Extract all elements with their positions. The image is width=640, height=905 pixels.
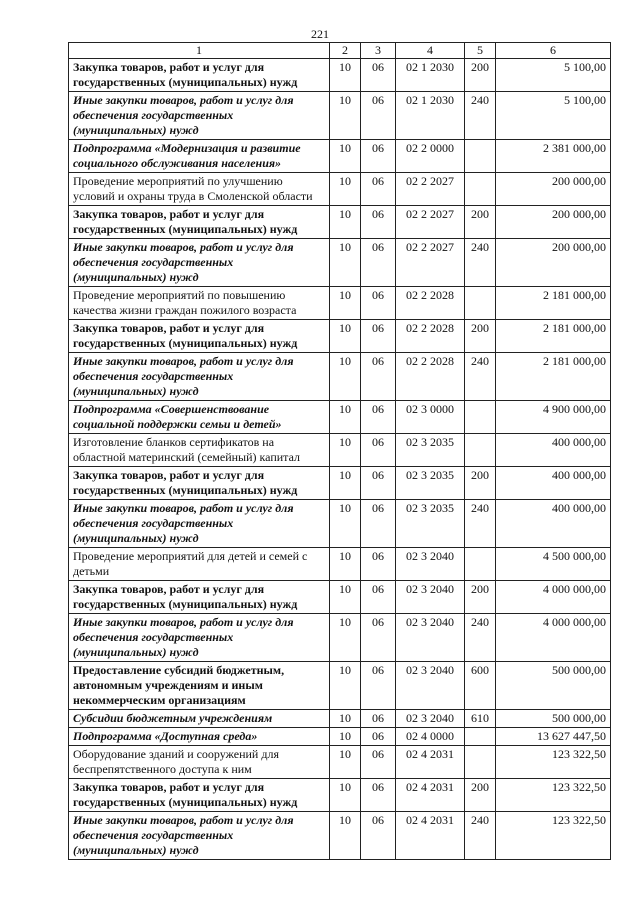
section-code-cell: 10 [330,173,361,206]
expense-type-cell [465,287,496,320]
target-code-cell: 02 4 2031 [396,746,465,779]
row-name-cell: Закупка товаров, работ и услуг для государственных (муниципальных) нужд [69,581,330,614]
subsection-code-cell: 06 [361,581,396,614]
table-row [69,287,611,320]
section-code-cell: 10 [330,812,361,860]
expense-type-cell: 200 [465,467,496,500]
row-name-cell: Закупка товаров, работ и услуг для государственных (муниципальных) нужд [69,320,330,353]
table-row [69,173,611,206]
amount-cell: 200 000,00 [496,239,611,287]
section-code-cell: 10 [330,140,361,173]
target-code-cell: 02 1 2030 [396,59,465,92]
table-row [69,614,611,662]
amount-cell: 4 500 000,00 [496,548,611,581]
target-code-cell: 02 4 2031 [396,812,465,860]
subsection-code-cell: 06 [361,662,396,710]
amount-cell: 5 100,00 [496,59,611,92]
amount-cell: 2 181 000,00 [496,353,611,401]
subsection-code-cell: 06 [361,59,396,92]
section-code-cell: 10 [330,710,361,728]
expense-type-cell [465,434,496,467]
target-code-cell: 02 3 2040 [396,710,465,728]
section-code-cell: 10 [330,779,361,812]
target-code-cell: 02 3 2040 [396,662,465,710]
amount-cell: 400 000,00 [496,467,611,500]
header-cell-3: 3 [361,43,396,59]
subsection-code-cell: 06 [361,287,396,320]
target-code-cell: 02 3 2040 [396,548,465,581]
table-row [69,500,611,548]
row-name-cell: Проведение мероприятий для детей и семей с детьми [69,548,330,581]
expense-type-cell: 240 [465,92,496,140]
amount-cell: 5 100,00 [496,92,611,140]
row-name-cell: Субсидии бюджетным учреждениям [69,710,330,728]
section-code-cell: 10 [330,206,361,239]
subsection-code-cell: 06 [361,173,396,206]
target-code-cell: 02 4 0000 [396,728,465,746]
table-row [69,812,611,860]
subsection-code-cell: 06 [361,434,396,467]
subsection-code-cell: 06 [361,140,396,173]
table-row [69,710,611,728]
budget-table [68,42,611,860]
row-name-cell: Оборудование зданий и сооружений для беспрепятственного доступа к ним [69,746,330,779]
section-code-cell: 10 [330,92,361,140]
row-name-cell: Иные закупки товаров, работ и услуг для обеспечения государственных (муниципальных) нужд [69,812,330,860]
subsection-code-cell: 06 [361,728,396,746]
header-cell-2: 2 [330,43,361,59]
row-name-cell: Изготовление бланков сертификатов на областной материнский (семейный) капитал [69,434,330,467]
table-row [69,140,611,173]
table-row [69,92,611,140]
amount-cell: 400 000,00 [496,434,611,467]
expense-type-cell: 610 [465,710,496,728]
expense-type-cell [465,401,496,434]
header-cell-6: 6 [496,43,611,59]
subsection-code-cell: 06 [361,779,396,812]
amount-cell: 2 181 000,00 [496,320,611,353]
row-name-cell: Подпрограмма «Модернизация и развитие социального обслуживания населения» [69,140,330,173]
subsection-code-cell: 06 [361,206,396,239]
section-code-cell: 10 [330,287,361,320]
subsection-code-cell: 06 [361,92,396,140]
expense-type-cell: 240 [465,500,496,548]
subsection-code-cell: 06 [361,500,396,548]
section-code-cell: 10 [330,239,361,287]
section-code-cell: 10 [330,59,361,92]
section-code-cell: 10 [330,467,361,500]
target-code-cell: 02 3 2040 [396,581,465,614]
table-row [69,59,611,92]
amount-cell: 400 000,00 [496,500,611,548]
header-cell-4: 4 [396,43,465,59]
target-code-cell: 02 3 2040 [396,614,465,662]
row-name-cell: Закупка товаров, работ и услуг для государственных (муниципальных) нужд [69,206,330,239]
subsection-code-cell: 06 [361,614,396,662]
table-row [69,779,611,812]
row-name-cell: Предоставление субсидий бюджетным, автономным учреждениям и иным некоммерческим организациям [69,662,330,710]
row-name-cell: Закупка товаров, работ и услуг для государственных (муниципальных) нужд [69,467,330,500]
row-name-cell: Проведение мероприятий по улучшению условий и охраны труда в Смоленской области [69,173,330,206]
expense-type-cell: 600 [465,662,496,710]
subsection-code-cell: 06 [361,353,396,401]
expense-type-cell: 240 [465,614,496,662]
amount-cell: 500 000,00 [496,662,611,710]
section-code-cell: 10 [330,581,361,614]
target-code-cell: 02 3 2035 [396,467,465,500]
expense-type-cell: 200 [465,581,496,614]
row-name-cell: Иные закупки товаров, работ и услуг для обеспечения государственных (муниципальных) нужд [69,353,330,401]
expense-type-cell: 240 [465,239,496,287]
subsection-code-cell: 06 [361,320,396,353]
amount-cell: 2 381 000,00 [496,140,611,173]
expense-type-cell: 200 [465,320,496,353]
row-name-cell: Закупка товаров, работ и услуг для государственных (муниципальных) нужд [69,779,330,812]
target-code-cell: 02 2 2027 [396,239,465,287]
subsection-code-cell: 06 [361,401,396,434]
table-row [69,467,611,500]
section-code-cell: 10 [330,548,361,581]
subsection-code-cell: 06 [361,548,396,581]
target-code-cell: 02 2 0000 [396,140,465,173]
row-name-cell: Иные закупки товаров, работ и услуг для обеспечения государственных (муниципальных) нужд [69,500,330,548]
table-body [69,43,611,860]
header-cell-1: 1 [69,43,330,59]
subsection-code-cell: 06 [361,467,396,500]
section-code-cell: 10 [330,401,361,434]
subsection-code-cell: 06 [361,710,396,728]
expense-type-cell: 200 [465,59,496,92]
table-row [69,548,611,581]
amount-cell: 4 900 000,00 [496,401,611,434]
table-row [69,239,611,287]
section-code-cell: 10 [330,320,361,353]
table-row [69,746,611,779]
subsection-code-cell: 06 [361,746,396,779]
amount-cell: 123 322,50 [496,779,611,812]
target-code-cell: 02 2 2027 [396,206,465,239]
row-name-cell: Закупка товаров, работ и услуг для государственных (муниципальных) нужд [69,59,330,92]
target-code-cell: 02 2 2028 [396,287,465,320]
amount-cell: 500 000,00 [496,710,611,728]
section-code-cell: 10 [330,728,361,746]
section-code-cell: 10 [330,614,361,662]
section-code-cell: 10 [330,500,361,548]
table-row [69,581,611,614]
expense-type-cell: 200 [465,206,496,239]
expense-type-cell [465,728,496,746]
target-code-cell: 02 2 2027 [396,173,465,206]
target-code-cell: 02 3 2035 [396,500,465,548]
target-code-cell: 02 3 2035 [396,434,465,467]
expense-type-cell: 240 [465,812,496,860]
amount-cell: 123 322,50 [496,812,611,860]
target-code-cell: 02 2 2028 [396,320,465,353]
row-name-cell: Иные закупки товаров, работ и услуг для обеспечения государственных (муниципальных) нужд [69,614,330,662]
table-header-row [69,43,611,59]
expense-type-cell: 240 [465,353,496,401]
table-row [69,662,611,710]
row-name-cell: Подпрограмма «Совершенствование социальной поддержки семьи и детей» [69,401,330,434]
amount-cell: 200 000,00 [496,206,611,239]
row-name-cell: Иные закупки товаров, работ и услуг для обеспечения государственных (муниципальных) нужд [69,92,330,140]
expense-type-cell [465,746,496,779]
section-code-cell: 10 [330,746,361,779]
amount-cell: 4 000 000,00 [496,581,611,614]
row-name-cell: Проведение мероприятий по повышению качества жизни граждан пожилого возраста [69,287,330,320]
table-row [69,206,611,239]
expense-type-cell [465,140,496,173]
expense-type-cell [465,173,496,206]
subsection-code-cell: 06 [361,812,396,860]
table-row [69,728,611,746]
subsection-code-cell: 06 [361,239,396,287]
amount-cell: 2 181 000,00 [496,287,611,320]
amount-cell: 123 322,50 [496,746,611,779]
amount-cell: 4 000 000,00 [496,614,611,662]
amount-cell: 13 627 447,50 [496,728,611,746]
amount-cell: 200 000,00 [496,173,611,206]
target-code-cell: 02 1 2030 [396,92,465,140]
row-name-cell: Подпрограмма «Доступная среда» [69,728,330,746]
header-cell-5: 5 [465,43,496,59]
section-code-cell: 10 [330,353,361,401]
section-code-cell: 10 [330,434,361,467]
expense-type-cell [465,548,496,581]
expense-type-cell: 200 [465,779,496,812]
table-row [69,401,611,434]
target-code-cell: 02 2 2028 [396,353,465,401]
table-row [69,353,611,401]
target-code-cell: 02 3 0000 [396,401,465,434]
target-code-cell: 02 4 2031 [396,779,465,812]
table-row [69,320,611,353]
row-name-cell: Иные закупки товаров, работ и услуг для обеспечения государственных (муниципальных) нужд [69,239,330,287]
table-row [69,434,611,467]
section-code-cell: 10 [330,662,361,710]
page-number: 221 [311,27,329,41]
